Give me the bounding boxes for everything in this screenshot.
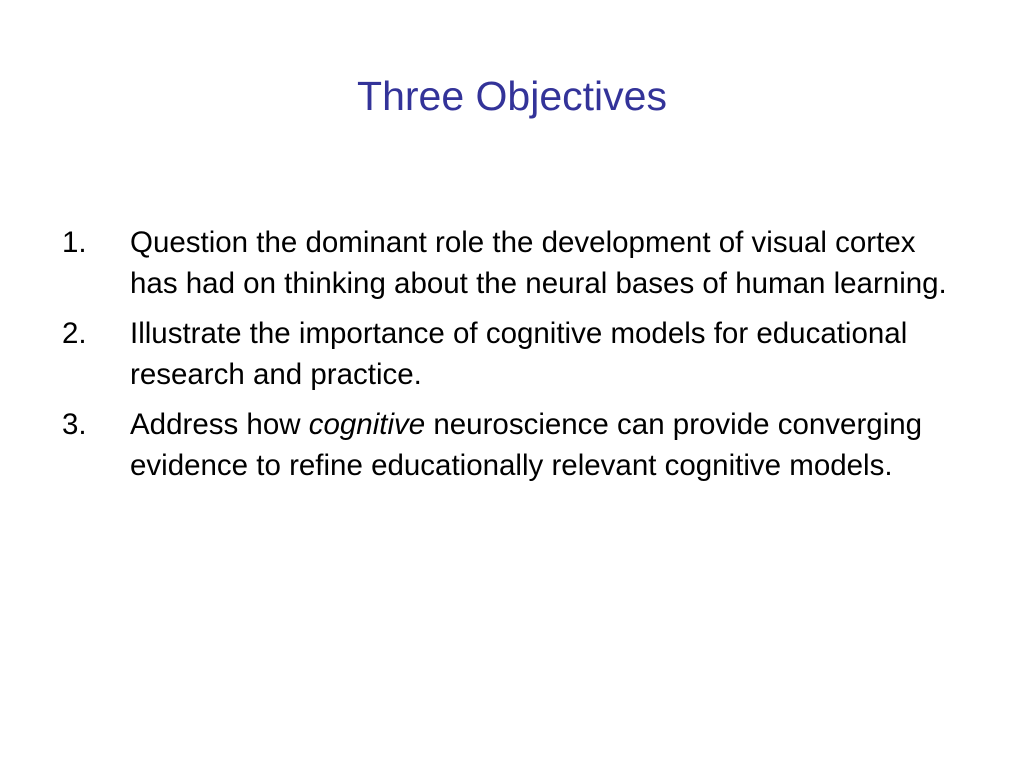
slide-title: Three Objectives [357,73,667,119]
item-text [130,408,922,482]
item-text-after: neuroscience can provide converging evidence to refine educationally relevant cognitive models. [130,408,923,482]
objectives-list [62,222,962,495]
item-text-italic: cognitive [308,408,426,441]
item-text-before: Address how [130,408,309,441]
list-item [62,222,962,304]
item-number: 1. [62,226,87,259]
item-text: Illustrate the importance of cognitive models for educational research and practice. [130,317,908,391]
item-number: 3. [62,408,87,441]
item-text: Question the dominant role the development of visual cortex has had on thinking about the neural bases of human learning. [130,226,947,300]
list-item [62,313,962,395]
list-item [62,404,962,486]
item-number: 2. [62,317,87,350]
